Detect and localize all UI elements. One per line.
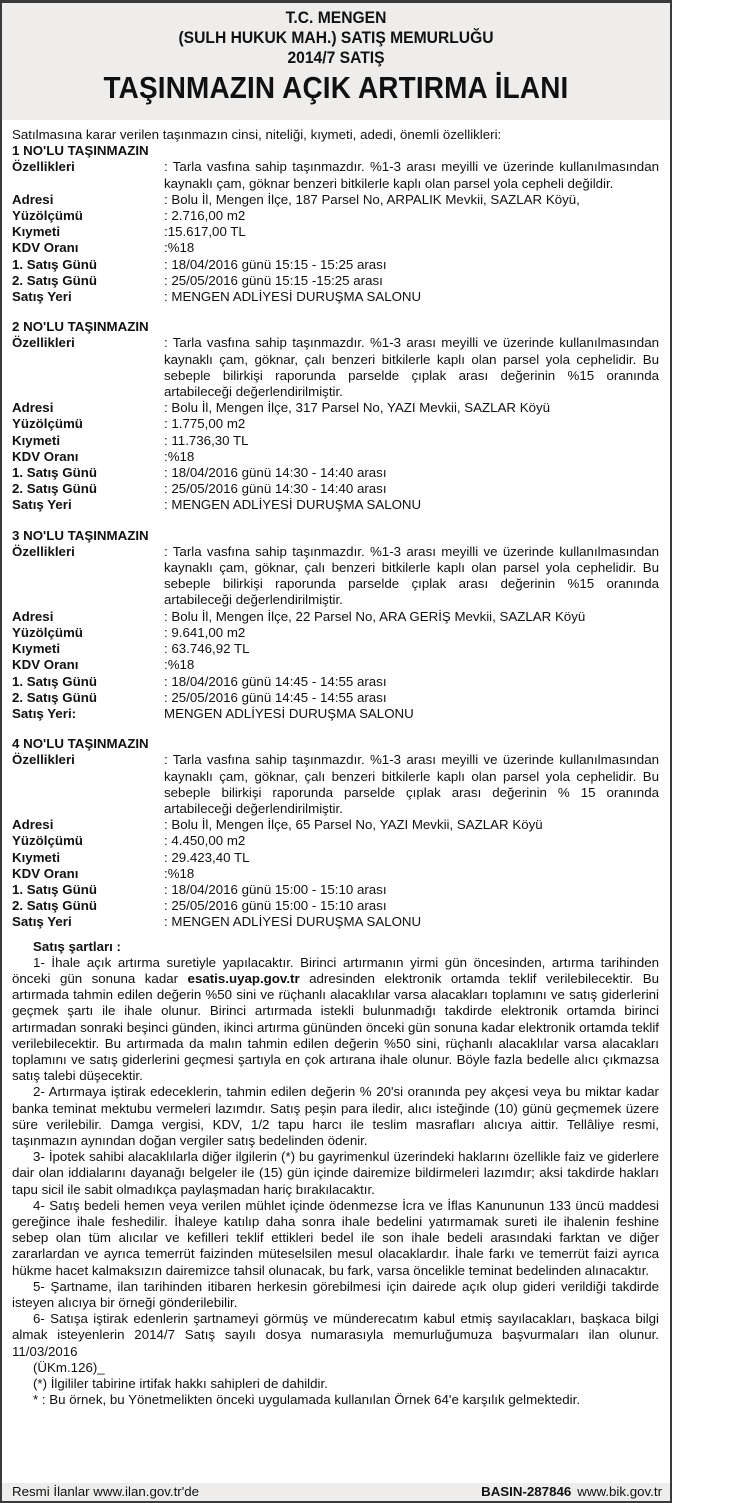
field-label: 1. Satış Günü (12, 673, 97, 689)
field-row-kiymeti (12, 433, 659, 449)
field-label: Adresi (12, 400, 54, 416)
field-value: : Tarla vasfına sahip taşınmazdır. %1-3 arası meyilli ve üzerinde kullanılmasından kaynaklı çam, göknar, çalı benzeri bitkilerle kaplı olan parsel yola cephelidir. Bu sebeple bilirkişi raporunda parselde çıplak arası değerinin %15 oranında artabileceği değerlendirilmiştir. (164, 543, 659, 608)
field-label: Özellikleri (12, 752, 75, 768)
property-title: 2 NO'LU TAŞINMAZIN (12, 319, 149, 335)
field-row-kiymeti (12, 224, 659, 240)
field-row-yeri (12, 914, 659, 930)
field-value: : 25/05/2016 günü 15:00 - 15:10 arası (164, 898, 387, 914)
footer-ilan-link[interactable]: Resmi İlanlar www.ilan.gov.tr'de (12, 1484, 200, 1499)
file-number: 2014/7 SATIŞ (287, 48, 385, 67)
field-label: 1. Satış Günü (12, 256, 97, 272)
field-value: :%18 (164, 865, 195, 881)
field-row-satis2 (12, 898, 659, 914)
field-row-satis1 (12, 882, 659, 898)
field-value: :%18 (164, 657, 195, 673)
property-3 (12, 528, 659, 722)
field-label: Yüzölçümü (12, 416, 83, 432)
field-label: Özellikleri (12, 335, 75, 351)
field-label: Kıymeti (12, 432, 61, 448)
field-row-kdv (12, 449, 659, 465)
field-row-yeri (12, 706, 659, 722)
field-row-yeri (12, 289, 659, 305)
field-label: 2. Satış Günü (12, 481, 97, 497)
field-row-satis1 (12, 465, 659, 481)
condition-2: 2- Artırmaya iştirak edeceklerin, tahmin edilen değerin % 20'si oranında pey akçesi veya bu miktar kadar banka teminat mektubu vermeleri lazımdır. Satış peşin para iledir, alıcı isteğinde (10) günü geçmemek üzere süre verilebilir. Damga vergisi, KDV, 1/2 tapu harcı ile teslim masrafları alıcıya aittir. Tellâliye resmi, taşınmazın aynından doğan vergiler satış bedelinden ödenir. (12, 1084, 659, 1148)
field-label: Satış Yeri (12, 914, 72, 930)
field-label: Satış Yeri: (12, 705, 77, 721)
intro-text: Satılmasına karar verilen taşınmazın cinsi, niteliği, kıymeti, adedi, önemli özellikleri: (12, 127, 502, 142)
field-label: 1. Satış Günü (12, 881, 97, 897)
field-label: Satış Yeri (12, 289, 72, 305)
property-title: 4 NO'LU TAŞINMAZIN (12, 736, 149, 752)
field-value: : Tarla vasfına sahip taşınmazdır. %1-3 arası meyilli ve üzerinde kullanılmasından kaynaklı çam, göknar benzeri bitkilerle kaplı olan parsel yola cepheli değildir. (164, 159, 659, 191)
field-row-yuzolcumu (12, 833, 659, 849)
announcement-body (2, 120, 670, 1408)
field-row-ozellikleri (12, 752, 659, 817)
field-row-ozellikleri (12, 335, 659, 400)
field-value: : MENGEN ADLİYESİ DURUŞMA SALONU (164, 914, 422, 930)
field-row-satis1 (12, 674, 659, 690)
field-value: : 25/05/2016 günü 14:45 - 14:55 arası (164, 689, 387, 705)
condition-3: 3- İpotek sahibi alacaklılarla diğer ilgilerin (*) bu gayrimenkul üzerindeki haklarını özellikle faiz ve giderlere dair olan iddialarını dayanağı belgeler ile (15) gün içinde dairemize bildirmeleri lazımdır; aksi takdirde hakları tapu sicil ile sabit olmadıkça paylaşmadan hariç bırakılacaktır. (12, 1149, 659, 1197)
property-title: 3 NO'LU TAŞINMAZIN (12, 527, 149, 543)
field-row-adresi (12, 609, 659, 625)
field-label: Satış Yeri (12, 497, 72, 513)
field-label: Yüzölçümü (12, 624, 83, 640)
field-value: : 18/04/2016 günü 14:45 - 14:55 arası (164, 673, 387, 689)
property-2 (12, 319, 659, 513)
field-value: : 4.450,00 m2 (164, 833, 246, 849)
announcement-footer (2, 1483, 670, 1501)
field-label: KDV Oranı (12, 657, 79, 673)
field-label: Yüzölçümü (12, 208, 83, 224)
institution-name: T.C. MENGEN (285, 8, 387, 27)
field-value: : Bolu İl, Mengen İlçe, 317 Parsel No, YAZI Mevkii, SAZLAR Köyü (164, 400, 551, 416)
condition-1-text-b: adresinden elektronik ortamda teklif verilebilecektir. Bu artırmada tahmin edilen değerin %50 sini ve rüçhanlı alacaklılar varsa alacakları toplamını ve satış giderlerini geçmek şartı ile ihale olunur. Birinci artırmada istekli bulunmadığı takdirde elektronik ortamda birinci artırmadan sonraki beşinci günden, ikinci artırma gününden önceki gün sonuna kadar elektronik ortamda teklif verilebilecektir. Bu artırmada da malın tahmin edilen değerin %50 sini, rüçhanlı alacaklılar varsa alacakları toplamını ve satış giderlerini geçmesi şartıyla en çok artırana ihale olunur. Böyle fazla bedelle alıcı çıkmazsa satış talebi düşecektir. (12, 970, 659, 1084)
field-value: :15.617,00 TL (164, 224, 246, 240)
field-value: : 1.775,00 m2 (164, 416, 246, 432)
sale-conditions (12, 939, 659, 1409)
field-value: : MENGEN ADLİYESİ DURUŞMA SALONU (164, 289, 422, 305)
reference-code: (ÜKm.126)_ (33, 1359, 105, 1375)
esatis-link[interactable]: esatis.uyap.gov.tr (187, 970, 300, 986)
field-row-adresi (12, 192, 659, 208)
field-row-yeri (12, 497, 659, 513)
field-value: : 11.736,30 TL (164, 432, 249, 448)
field-value: : MENGEN ADLİYESİ DURUŞMA SALONU (164, 497, 422, 513)
field-label: 2. Satış Günü (12, 689, 97, 705)
field-row-adresi (12, 817, 659, 833)
field-value: : Bolu İl, Mengen İlçe, 65 Parsel No, YAZI Mevkii, SAZLAR Köyü (164, 817, 543, 833)
field-row-kdv (12, 657, 659, 673)
field-value: : 63.746,92 TL (164, 641, 250, 657)
field-row-ozellikleri (12, 159, 659, 191)
field-label: 1. Satış Günü (12, 465, 97, 481)
field-row-kdv (12, 240, 659, 256)
footer-bik-link[interactable]: www.bik.gov.tr (577, 1484, 662, 1499)
field-row-yuzolcumu (12, 208, 659, 224)
condition-1-text-a: 1- İhale açık artırma suretiyle yapılacaktır. Birinci artırmanın yirmi gün öncesinden, artırma tarihinden önceki gün sonuna kadar (12, 954, 659, 986)
field-label: 2. Satış Günü (12, 272, 97, 288)
field-label: Kıymeti (12, 641, 61, 657)
footer-right (481, 1483, 662, 1501)
footnote-1: (*) İlgililer tabirine irtifak hakkı sahipleri de dahildir. (33, 1376, 328, 1392)
property-1 (12, 143, 659, 305)
field-value: : Bolu İl, Mengen İlçe, 187 Parsel No, ARPALIK Mevkii, SAZLAR Köyü, (164, 191, 580, 207)
property-list (12, 143, 659, 930)
press-code: BASIN-287846 (481, 1484, 572, 1499)
field-label: Yüzölçümü (12, 833, 83, 849)
field-row-kiymeti (12, 641, 659, 657)
field-row-yuzolcumu (12, 416, 659, 432)
field-label: KDV Oranı (12, 240, 79, 256)
field-row-kdv (12, 866, 659, 882)
condition-4: 4- Satış bedeli hemen veya verilen mühlet içinde ödenmezse İcra ve İflas Kanununun 133 üncü maddesi gereğince ihale feshedilir. İhaleye katılıp daha sonra ihale bedelini yatırmamak sureti ile ihalenin feshine sebep olan tüm alıcılar ve kefilleri teklif ettikleri bedel ile son ihale bedeli arasındaki farktan ve diğer zararlardan ve ayrıca temerrüt faizinden müteselsilen mesul olacaklardır. İhale farkı ve temerrüt faizi ayrıca hükme hacet kalmaksızın dairemizce tahsil olunacak, bu fark, varsa öncelikle teminat bedelinden alınacaktır. (12, 1197, 659, 1278)
field-value: : 25/05/2016 günü 15:15 -15:25 arası (164, 272, 383, 288)
field-row-kiymeti (12, 850, 659, 866)
field-row-satis2 (12, 690, 659, 706)
field-label: Kıymeti (12, 224, 61, 240)
field-value: MENGEN ADLİYESİ DURUŞMA SALONU (164, 705, 414, 721)
field-row-satis2 (12, 481, 659, 497)
condition-1 (12, 955, 659, 1085)
field-row-satis2 (12, 273, 659, 289)
field-row-satis1 (12, 257, 659, 273)
footnote-2: * : Bu örnek, bu Yönetmelikten önceki uygulamada kullanılan Örnek 64'e karşılık gelmektedir. (33, 1392, 581, 1408)
announcement-header (2, 3, 670, 120)
announcement-title: TAŞINMAZIN AÇIK ARTIRMA İLANI (103, 70, 569, 105)
field-value: : 25/05/2016 günü 14:30 - 14:40 arası (164, 481, 387, 497)
condition-5: 5- Şartname, ilan tarihinden itibaren herkesin görebilmesi için dairede açık olup gideri verildiği takdirde isteyen alıcıya bir örneği gönderilebilir. (12, 1278, 659, 1311)
office-name: (SULH HUKUK MAH.) SATIŞ MEMURLUĞU (178, 28, 494, 47)
field-row-yuzolcumu (12, 625, 659, 641)
field-row-ozellikleri (12, 544, 659, 609)
field-value: : Tarla vasfına sahip taşınmazdır. %1-3 arası meyilli ve üzerinde kullanılmasından kaynaklı çam, göknar, çalı benzeri bitkilerle kaplı olan parsel yola cephelidir. Bu sebeple bilirkişi raporunda parselde çıplak arası değerinin %15 oranında artabileceği değerlendirilmiştir. (164, 335, 659, 400)
field-label: Kıymeti (12, 849, 61, 865)
field-value: : 2.716,00 m2 (164, 208, 246, 224)
field-label: Özellikleri (12, 159, 75, 175)
field-label: 2. Satış Günü (12, 898, 97, 914)
field-value: :%18 (164, 240, 195, 256)
field-label: Adresi (12, 817, 54, 833)
field-row-adresi (12, 400, 659, 416)
field-label: KDV Oranı (12, 865, 79, 881)
property-title: 1 NO'LU TAŞINMAZIN (12, 143, 149, 159)
field-label: KDV Oranı (12, 448, 79, 464)
field-label: Adresi (12, 191, 54, 207)
field-value: : Bolu İl, Mengen İlçe, 22 Parsel No, ARA GERİŞ Mevkii, SAZLAR Köyü (164, 608, 586, 624)
field-value: : 18/04/2016 günü 14:30 - 14:40 arası (164, 465, 387, 481)
field-value: : Tarla vasfına sahip taşınmazdır. %1-3 arası meyilli ve üzerinde kullanılmasından kaynaklı çam, göknar, çalı benzeri bitkilerle kaplı olan parsel yola cephelidir. Bu sebeple bilirkişi raporunda parselde çıplak arası değerinin % 15 oranında artabileceği değerlendirilmiştir. (164, 752, 659, 816)
property-4 (12, 736, 659, 930)
conditions-title: Satış şartları : (33, 938, 121, 954)
field-label: Adresi (12, 608, 54, 624)
field-value: :%18 (164, 448, 195, 464)
condition-6: 6- Satışa iştirak edenlerin şartnameyi görmüş ve münderecatım kabul etmiş sayılacakları, başkaca bilgi almak isteyenlerin 2014/7 Satış sayılı dosya numarasıyla memurluğumuza başvurmaları ilan olunur. 11/03/2016 (12, 1311, 659, 1359)
field-value: : 18/04/2016 günü 15:00 - 15:10 arası (164, 881, 387, 897)
field-value: : 9.641,00 m2 (164, 624, 246, 640)
field-value: : 29.423,40 TL (164, 849, 250, 865)
field-label: Özellikleri (12, 543, 75, 559)
field-value: : 18/04/2016 günü 15:15 - 15:25 arası (164, 256, 387, 272)
